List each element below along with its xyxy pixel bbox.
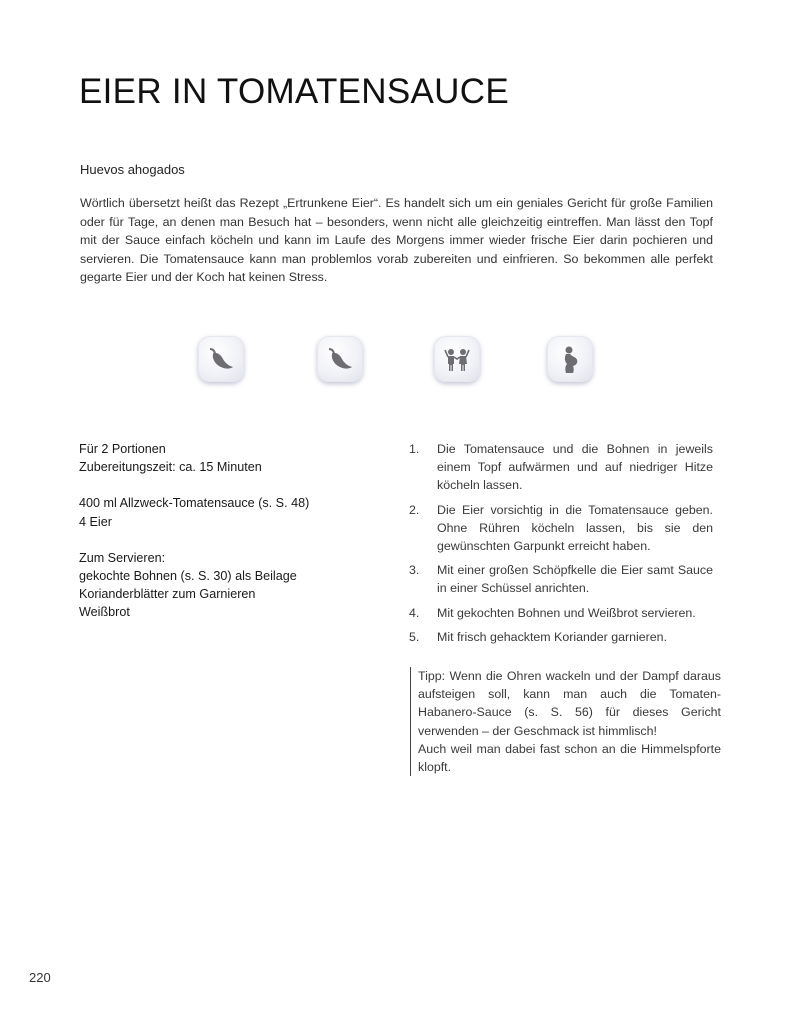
ingredient-item: 4 Eier <box>79 514 112 529</box>
kids-icon <box>434 336 480 382</box>
ingredient-item: 400 ml Allzweck-Tomatensauce (s. S. 48) <box>79 496 310 511</box>
steps-list <box>405 440 713 652</box>
chili-icon <box>317 336 363 382</box>
serve-item: Korianderblätter zum Garnieren <box>79 587 256 602</box>
tip-text: Tipp: Wenn die Ohren wackeln und der Dampf daraus aufsteigen soll, kann man auch die Tomaten-Habanero-Sauce (s. S. 56) für dieses Gericht verwenden – der Geschmack ist himmlisch! <box>418 669 721 738</box>
step-item: 1. Die Tomatensauce und die Bohnen in jeweils einem Topf aufwärmen und auf niedriger Hitze köcheln lassen. <box>409 442 713 493</box>
tip-extra: Auch weil man dabei fast schon an die Himmelspforte klopft. <box>418 741 721 775</box>
chili-icon <box>198 336 244 382</box>
intro-paragraph: Wörtlich übersetzt heißt das Rezept „Ertrunkene Eier“. Es handelt sich um ein geniales Gericht für große Familien oder für Tage, an denen man Besuch hat – besonders, wenn nicht alle gleichzeitig eintreffen. Man lässt den Topf mit der Sauce einfach köcheln und kann im Laufe des Morgens immer wieder frische Eier darin pochieren und servieren. Die Tomatensauce kann man problemlos vorab zubereiten und einfrieren. So bekommen alle perfekt gegarte Eier und der Koch hat keinen Stress. <box>80 196 713 285</box>
serve-item: gekochte Bohnen (s. S. 30) als Beilage <box>79 569 297 584</box>
ingredients-list <box>79 440 379 622</box>
tip-box <box>410 667 721 776</box>
step-item: 4. Mit gekochten Bohnen und Weißbrot servieren. <box>409 605 696 620</box>
step-item: 2. Die Eier vorsichtig in die Tomatensauce geben. Ohne Rühren köcheln lassen, bis sie den gewünschten Garpunkt erreicht haben. <box>409 502 713 554</box>
step-item: 3. Mit einer großen Schöpfkelle die Eier samt Sauce in einer Schüssel anrichten. <box>409 563 713 596</box>
serve-item: Weißbrot <box>79 605 130 620</box>
step-item: 5. Mit frisch gehacktem Koriander garnieren. <box>409 629 668 644</box>
recipe-icons <box>198 336 598 388</box>
page-title: EIER IN TOMATENSAUCE <box>79 72 509 111</box>
serve-heading: Zum Servieren: <box>79 550 166 565</box>
pregnant-icon <box>547 336 593 382</box>
portions: Für 2 Portionen <box>79 442 166 456</box>
prep-time: Zubereitungszeit: ca. 15 Minuten <box>79 460 262 475</box>
recipe-subtitle: Huevos ahogados <box>80 162 185 177</box>
page-number: 220 <box>29 970 51 985</box>
